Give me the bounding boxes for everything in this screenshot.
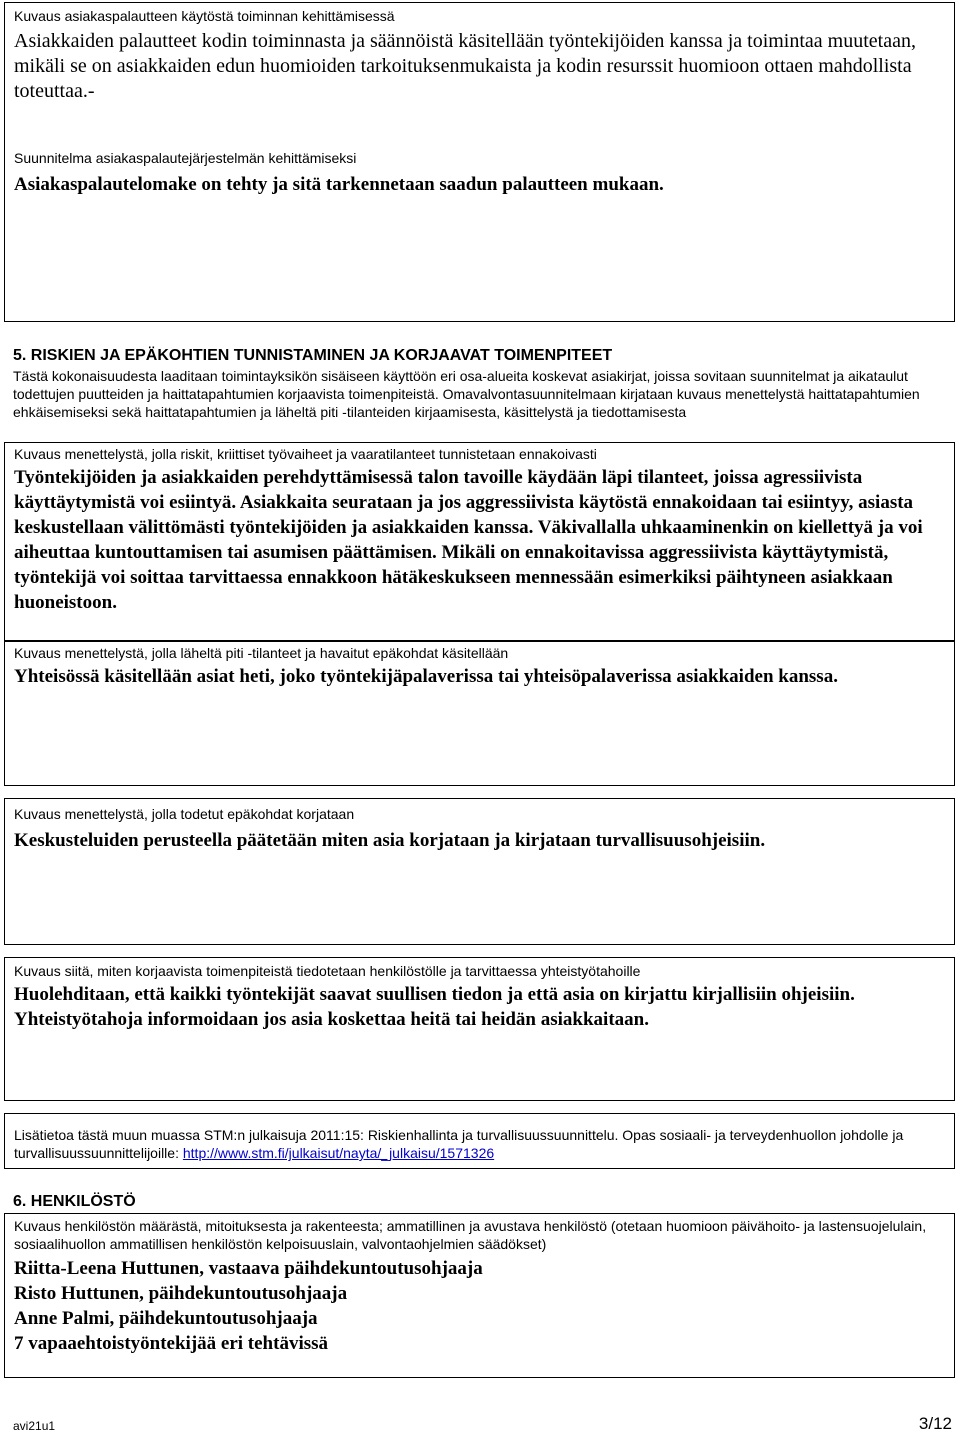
inform-text: Huolehditaan, että kaikki työntekijät saavat suullisen tiedon ja että asia on kirjattu kirjallisiin ohjeisiin. Yhteistyötahoja informoidaan jos asia koskettaa heitä tai heidän asiakkaitaan.	[14, 984, 855, 1030]
feedback-section	[4, 2, 955, 322]
inform-box	[4, 957, 955, 1101]
feedback-plan-text: Asiakaspalautelomake on tehty ja sitä tarkennetaan saadun palautteen mukaan.	[14, 174, 664, 195]
nearmiss-label: Kuvaus menettelystä, jolla läheltä piti -tilanteet ja havaitut epäkohdat käsitellään	[14, 645, 509, 661]
more-info-box	[4, 1113, 955, 1169]
footer-page-number: 3/12	[918, 1414, 952, 1433]
staff-member: Risto Huttunen, päihdekuntoutusohjaaja	[14, 1283, 348, 1304]
staff-member: 7 vapaaehtoistyöntekijää eri tehtävissä	[14, 1333, 329, 1354]
staff-member: Riitta-Leena Huttunen, vastaava päihdekuntoutusohjaaja	[14, 1258, 483, 1279]
feedback-text: Asiakkaiden palautteet kodin toiminnasta ja säännöistä käsitellään työntekijöiden kanssa ja toimintaa muutetaan, mikäli se on asiakkaiden edun huomioiden tarkoituksenmukaista ja kodin resurssit huomioon ottaen mahdollista toteuttaa.-	[14, 30, 916, 102]
feedback-plan-label: Suunnitelma asiakaspalautejärjestelmän kehittämiseksi	[14, 150, 357, 166]
staff-box	[4, 1213, 955, 1378]
fix-text: Keskusteluiden perusteella päätetään miten asia korjataan ja kirjataan turvallisuusohjeisiin.	[14, 830, 766, 851]
feedback-label: Kuvaus asiakaspalautteen käytöstä toiminnan kehittämisessä	[14, 8, 395, 24]
more-info-body: Lisätietoa tästä muun muassa STM:n julkaisuja 2011:15: Riskienhallinta ja turvallisuussuunnittelu. Opas sosiaali- ja terveydenhuollon johdolle ja turvallisuussuunnittelijoille:	[14, 1127, 904, 1161]
risk-text: Työntekijöiden ja asiakkaiden perehdyttämisessä talon tavoille käydään läpi tilanteet, joissa agressiivista käyttäytymistä voi esiintyä. Asiakkaita seurataan ja jos aggressiivista käytöstä ennakoidaan tai esiintyy, asiasta keskustellaan välittömästi työntekijöiden ja asiakkaiden kanssa. Väkivallalla uhkaaminenkin on kiellettyä ja voi aiheuttaa kuntouttamisen tai asumisen päättämisen. Mikäli on ennakoitavissa aggressiivista käyttäytymistä, työntekijä voi soittaa tarvittaessa ennakkoon hätäkeskukseen mennessään esimerkiksi päihtyneen asiakkaan huoneistoon.	[14, 467, 923, 613]
footer-doc-id: avi21u1	[13, 1419, 56, 1433]
stm-report-link[interactable]: http://www.stm.fi/julkaisut/nayta/_julkaisu/1571326	[182, 1145, 495, 1161]
risk-box	[4, 442, 955, 641]
section6-heading: 6. HENKILÖSTÖ	[13, 1193, 136, 1210]
section5-heading: 5. RISKIEN JA EPÄKOHTIEN TUNNISTAMINEN JA KORJAAVAT TOIMENPITEET	[13, 347, 613, 364]
fix-label: Kuvaus menettelystä, jolla todetut epäkohdat korjataan	[14, 806, 355, 822]
staff-label: Kuvaus henkilöstön määrästä, mitoituksesta ja rakenteesta; ammatillinen ja avustava henkilöstö (otetaan huomioon päivähoito- ja lastensuojelulain, sosiaalihuollon ammatillisen henkilöstön kelpoisuuslain, valvontaohjelmien säädökset)	[14, 1218, 927, 1252]
nearmiss-text: Yhteisössä käsitellään asiat heti, joko työntekijäpalaverissa tai yhteisöpalaverissa asiakkaiden kanssa.	[14, 666, 838, 687]
risk-label: Kuvaus menettelystä, jolla riskit, kriittiset työvaiheet ja vaaratilanteet tunnistetaan ennakoivasti	[14, 446, 597, 462]
staff-member: Anne Palmi, päihdekuntoutusohjaaja	[14, 1308, 318, 1329]
inform-label: Kuvaus siitä, miten korjaavista toimenpiteistä tiedotetaan henkilöstölle ja tarvittaessa yhteistyötahoille	[14, 963, 641, 979]
fix-box	[4, 798, 955, 945]
nearmiss-box	[4, 641, 955, 786]
section5-intro: Tästä kokonaisuudesta laaditaan toimintayksikön sisäiseen käyttöön eri osa-alueita koskevat asiakirjat, joissa sovitaan suunnitelmat ja aikataulut todettujen puutteiden ja haittatapahtumien korjaavista toimenpiteistä. Omavalvontasuunnitelmaan kirjataan kuvaus menettelystä haittatapahtumien ehkäisemiseksi sekä haittatapahtumien ja läheltä piti -tilanteiden kirjaamisesta, käsittelystä ja tiedottamisesta	[13, 368, 920, 420]
more-info-text	[14, 1126, 945, 1162]
